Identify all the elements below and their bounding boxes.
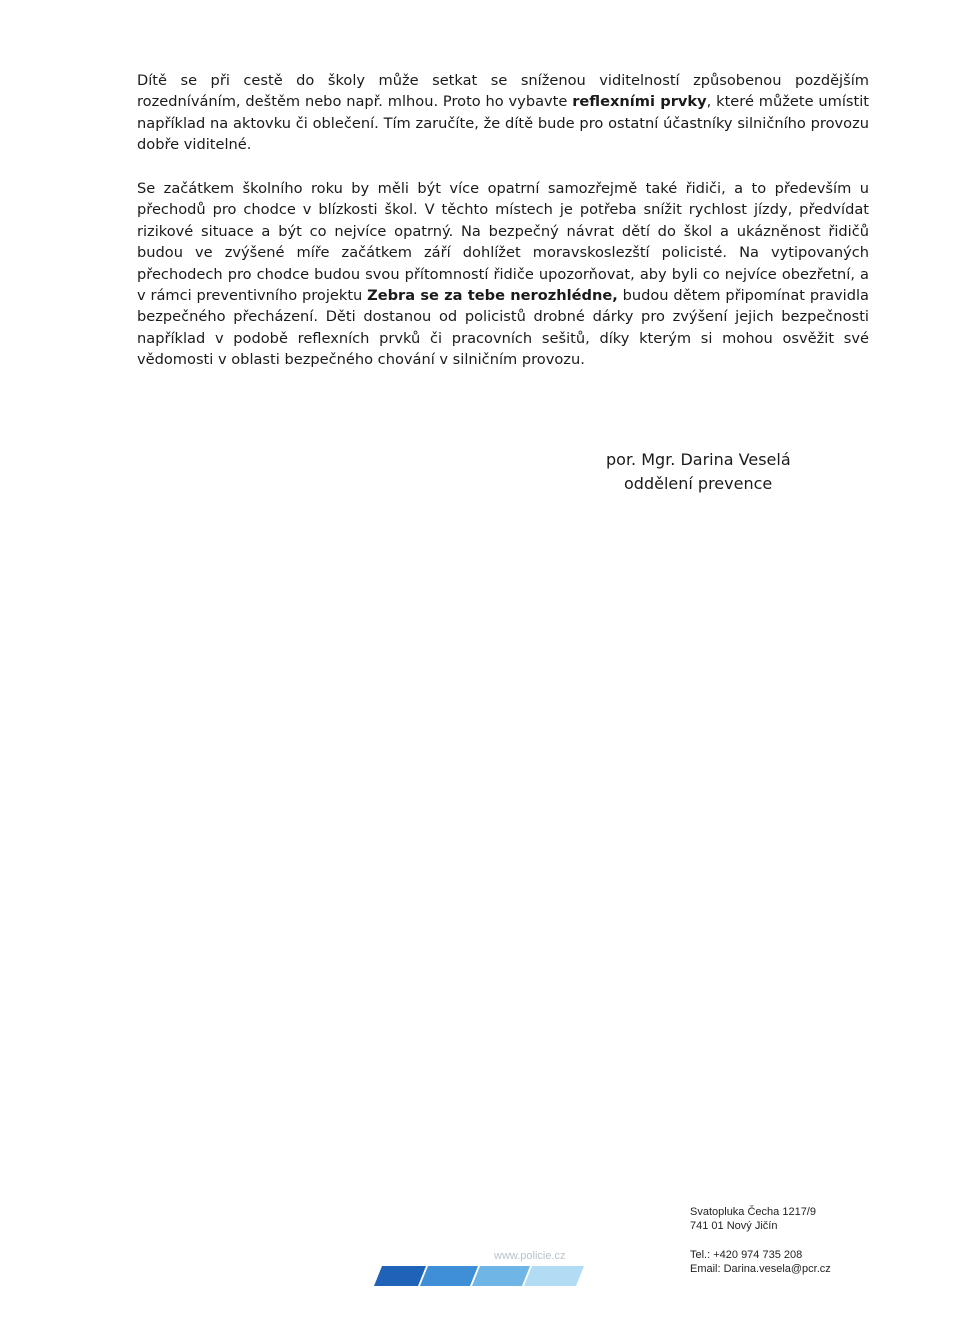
address-street: Svatopluka Čecha 1217/9 [690,1206,816,1218]
stripe-mid [420,1266,478,1286]
p1-text-start: Dítě se při cestě do školy může setkat se sníženou viditelností způsobenou pozdějším rozedníváním, deštěm nebo např. mlhou. Proto ho vybavte [137,72,869,111]
signature-name: por. Mgr. Darina Veselá [606,450,791,469]
signature-department: oddělení prevence [624,474,773,493]
police-stripe-logo [370,1264,590,1288]
contact-block [690,1248,831,1276]
p1-text-end: , které můžete umístit například na aktovku či oblečení. Tím zaručíte, že dítě bude pro ostatní účastníky silničního provozu dobře viditelné. [137,93,869,154]
paragraph-reflective-elements [137,70,869,156]
p1-bold-reflective: reflexními prvky [572,93,707,111]
address-city: 741 01 Nový Jičín [690,1220,778,1232]
stripe-light [472,1266,530,1286]
paragraph-drivers-caution [137,178,869,371]
address-block [690,1205,816,1233]
p2-bold-project: Zebra se za tebe nerozhlédne, [367,287,618,305]
contact-email: Email: Darina.vesela@pcr.cz [690,1263,831,1275]
website-watermark: www.policie.cz [494,1250,566,1262]
p2-text-end: budou dětem připomínat pravidla bezpečného přecházení. Děti dostanou od policistů drobné dárky pro zvýšení jejich bezpečnosti například v podobě reflexních prvků či pracovních sešitů, díky kterým si mohou osvěžit své vědomosti v oblasti bezpečného chování v silničním provozu. [137,287,869,369]
stripe-dark [374,1266,426,1286]
p2-text-start: Se začátkem školního roku by měli být více opatrní samozřejmě také řidiči, a to především u přechodů pro chodce v blízkosti škol. V těchto místech je potřeba snížit rychlost jízdy, předvídat rizikové situace a být co nejvíce opatrný. Na bezpečný návrat dětí do škol a ukázněnost řidičů budou ve zvýšené míře začátkem září dohlížet moravskoslezští policisté. Na vytipovaných přechodech pro chodce budou svou přítomností řidiče upozorňovat, aby byli co nejvíce obezřetní, a v rámci preventivního projektu [137,180,869,305]
stripe-pale [524,1266,584,1286]
contact-phone: Tel.: +420 974 735 208 [690,1249,803,1261]
